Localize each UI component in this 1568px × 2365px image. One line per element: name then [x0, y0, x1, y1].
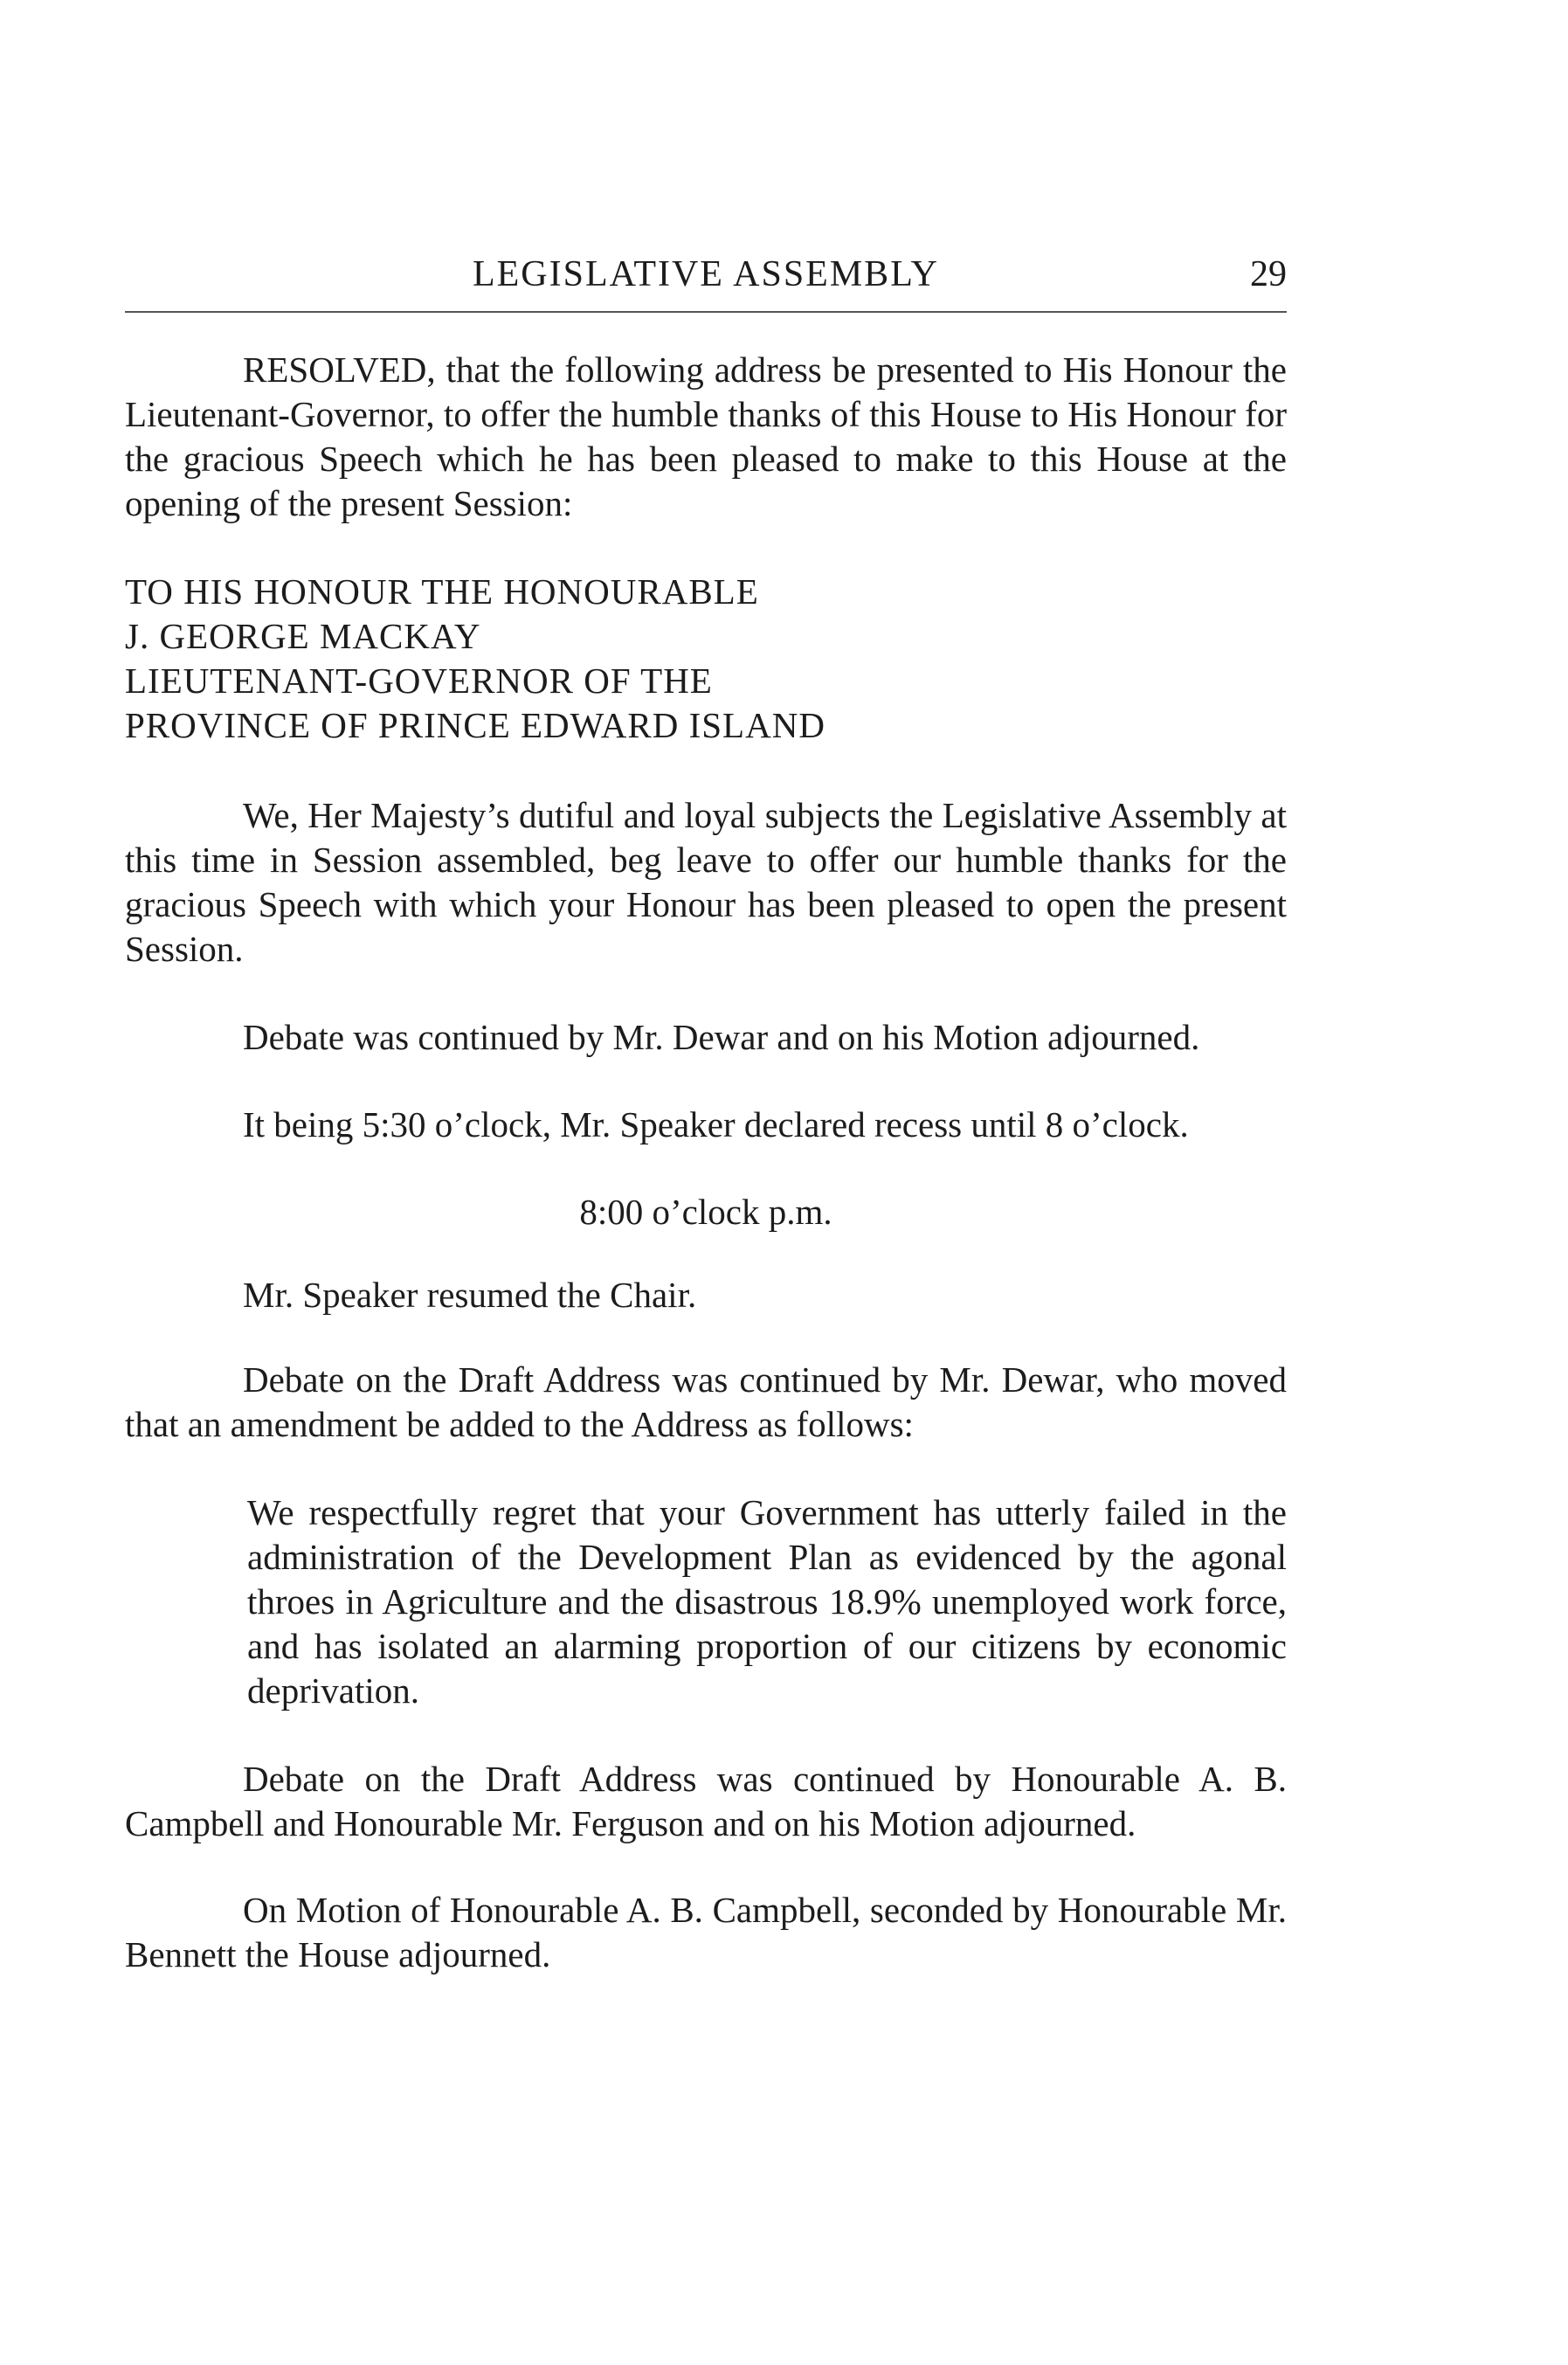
debate-dewar-paragraph: Debate was continued by Mr. Dewar and on his Motion adjourned.	[243, 1017, 1200, 1057]
time-heading: 8:00 o’clock p.m.	[579, 1192, 832, 1232]
speaker-resumed-paragraph: Mr. Speaker resumed the Chair.	[243, 1275, 697, 1315]
page-header	[125, 253, 1287, 306]
page-body	[125, 348, 1287, 1977]
address-line: J. GEORGE MACKAY	[125, 616, 481, 656]
address-line: PROVINCE OF PRINCE EDWARD ISLAND	[125, 705, 825, 745]
adjournment-paragraph: On Motion of Honourable A. B. Campbell, seconded by Honourable Mr. Bennett the House adjourned.	[125, 1890, 1287, 1974]
running-title: LEGISLATIVE ASSEMBLY	[473, 254, 939, 294]
address-line: LIEUTENANT-GOVERNOR OF THE	[125, 660, 713, 701]
draft-address-campbell-paragraph: Debate on the Draft Address was continued by Honourable A. B. Campbell and Honourable Mr. Ferguson and on his Motion adjourned.	[125, 1759, 1287, 1843]
draft-address-dewar-paragraph: Debate on the Draft Address was continued by Mr. Dewar, who moved that an amendment be added to the Address as follows:	[125, 1359, 1287, 1444]
thanks-paragraph: We, Her Majesty’s dutiful and loyal subjects the Legislative Assembly at this time in Session assembled, beg leave to offer our humble thanks for the gracious Speech with which your Honour has been pleased to open the present Session.	[125, 795, 1287, 969]
page-number: 29	[1250, 254, 1287, 294]
resolved-paragraph: RESOLVED, that the following address be presented to His Honour the Lieutenant-Governor, to offer the humble thanks of this House to His Honour for the gracious Speech which he has been pleased to make to this House at the opening of the present Session:	[125, 349, 1287, 523]
address-salutation	[125, 570, 1287, 748]
address-line: TO HIS HONOUR THE HONOURABLE	[125, 571, 759, 612]
header-rule	[125, 311, 1287, 313]
recess-paragraph: It being 5:30 o’clock, Mr. Speaker declared recess until 8 o’clock.	[243, 1104, 1189, 1144]
amendment-quote: We respectfully regret that your Government has utterly failed in the administration of the Development Plan as evidenced by the agonal throes in Agriculture and the disastrous 18.9% unemployed work force, and has isolated an alarming proportion of our citizens by economic deprivation.	[247, 1492, 1287, 1711]
